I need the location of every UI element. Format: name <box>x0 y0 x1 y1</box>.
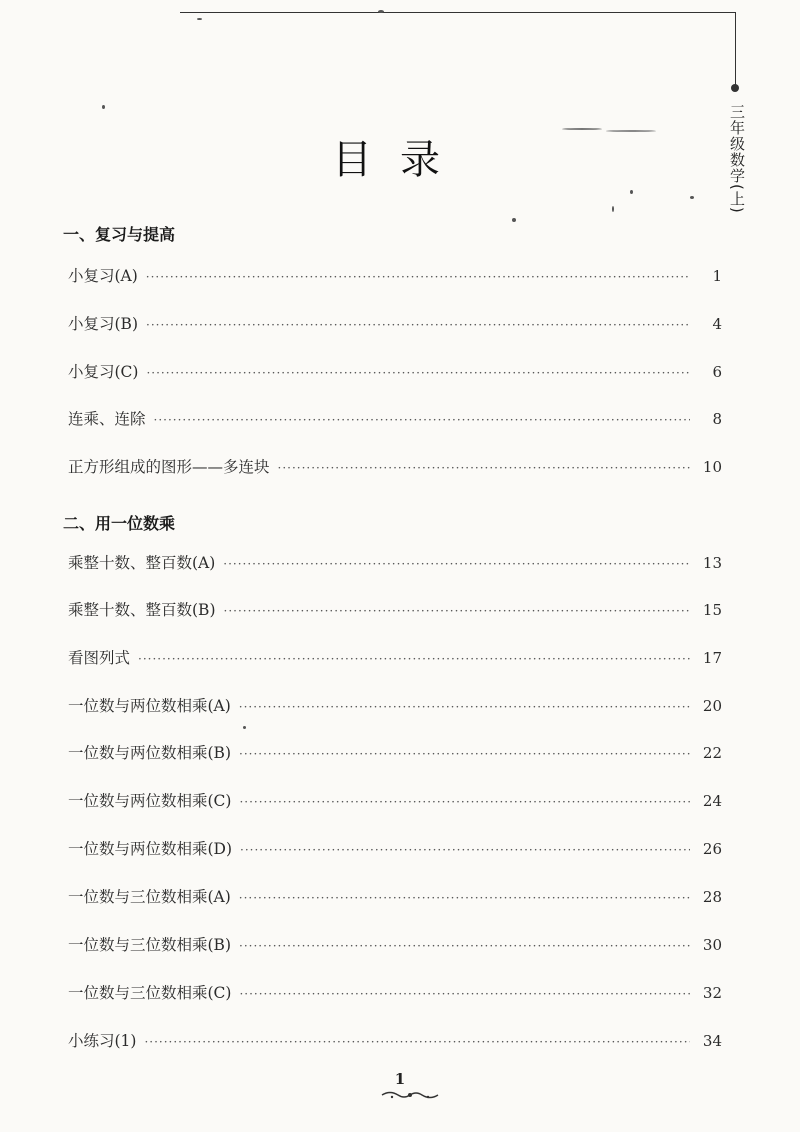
toc-entry-label: 小练习(1) <box>68 1032 137 1050</box>
toc-entry-page: 28 <box>702 888 722 906</box>
toc-entry-label: 小复习(C) <box>68 363 139 381</box>
dot-leader <box>146 366 690 380</box>
toc-entry-label: 小复习(A) <box>68 267 138 285</box>
toc-entry[interactable] <box>68 407 722 433</box>
frame-corner-dot <box>731 84 739 92</box>
toc-entry[interactable] <box>68 646 722 672</box>
toc-entry[interactable] <box>68 598 722 624</box>
toc-entry[interactable] <box>68 789 722 815</box>
toc-entry-page: 13 <box>702 554 722 572</box>
toc-entry[interactable] <box>68 312 722 338</box>
toc-entry[interactable] <box>68 264 722 290</box>
toc-entry[interactable] <box>68 694 722 720</box>
scan-speck <box>197 18 202 20</box>
toc-entry[interactable] <box>68 551 722 577</box>
dot-leader <box>239 795 690 809</box>
dot-leader <box>239 891 690 905</box>
dot-leader <box>239 939 690 953</box>
dot-leader <box>224 604 691 618</box>
toc-entry-page: 20 <box>702 697 722 715</box>
scan-speck <box>243 726 246 729</box>
toc-entry[interactable] <box>68 933 722 959</box>
dot-leader <box>223 557 690 571</box>
section-heading: 一、复习与提高 <box>63 225 176 244</box>
toc-entry-page: 24 <box>702 792 722 810</box>
dot-leader <box>239 987 690 1001</box>
toc-entry-label: 一位数与三位数相乘(B) <box>68 936 231 954</box>
toc-entry-label: 正方形组成的图形——多连块 <box>68 458 270 476</box>
toc-entry-label: 一位数与两位数相乘(A) <box>68 697 231 715</box>
toc-entry-page: 8 <box>712 410 722 428</box>
toc-entry-page: 4 <box>712 315 722 333</box>
scan-speck <box>606 130 656 132</box>
scan-speck <box>612 206 614 212</box>
scan-speck <box>562 128 602 130</box>
toc-entry[interactable] <box>68 981 722 1007</box>
toc-entry-page: 10 <box>702 458 722 476</box>
toc-entry-label: 连乘、连除 <box>68 410 146 428</box>
dot-leader <box>146 318 690 332</box>
toc-entry-label: 一位数与三位数相乘(A) <box>68 888 231 906</box>
dot-leader <box>239 747 690 761</box>
scan-speck <box>630 190 633 194</box>
toc-entry-page: 1 <box>712 267 722 285</box>
dot-leader <box>146 270 690 284</box>
side-grade-label: 三年级数学(上) <box>728 104 746 214</box>
toc-entry-label: 一位数与三位数相乘(C) <box>68 984 232 1002</box>
toc-entry-label: 小复习(B) <box>68 315 138 333</box>
toc-entry[interactable] <box>68 1029 722 1055</box>
toc-entry-page: 17 <box>702 649 722 667</box>
scan-speck <box>378 10 384 13</box>
dot-leader <box>278 461 690 475</box>
section-heading: 二、用一位数乘 <box>63 514 176 533</box>
dot-leader <box>240 843 690 857</box>
toc-entry-page: 30 <box>702 936 722 954</box>
toc-entry-label: 一位数与两位数相乘(D) <box>68 840 233 858</box>
toc-entry[interactable] <box>68 455 722 481</box>
frame-top-line <box>180 12 736 13</box>
scan-speck <box>102 105 105 109</box>
toc-entry[interactable] <box>68 837 722 863</box>
toc-entry[interactable] <box>68 885 722 911</box>
toc-entry-label: 乘整十数、整百数(B) <box>68 601 216 619</box>
page-title: 目录 <box>332 137 468 183</box>
page-ornament-icon <box>380 1088 440 1102</box>
dot-leader <box>144 1035 690 1049</box>
toc-entry-page: 6 <box>712 363 722 381</box>
toc-entry-label: 一位数与两位数相乘(C) <box>68 792 232 810</box>
toc-entry[interactable] <box>68 360 722 386</box>
toc-entry-label: 一位数与两位数相乘(B) <box>68 744 231 762</box>
dot-leader <box>138 652 690 666</box>
toc-entry-page: 15 <box>702 601 722 619</box>
scan-speck <box>690 196 694 199</box>
dot-leader <box>154 413 690 427</box>
scan-speck <box>512 218 516 222</box>
toc-entry-page: 34 <box>702 1032 722 1050</box>
frame-right-line <box>735 12 736 87</box>
toc-entry-label: 乘整十数、整百数(A) <box>68 554 216 572</box>
toc-entry-page: 26 <box>702 840 722 858</box>
page-number: 1 <box>394 1070 406 1088</box>
toc-entry-label: 看图列式 <box>68 649 131 667</box>
toc-entry-page: 22 <box>702 744 722 762</box>
dot-leader <box>239 700 690 714</box>
toc-entry-page: 32 <box>702 984 722 1002</box>
toc-entry[interactable] <box>68 741 722 767</box>
